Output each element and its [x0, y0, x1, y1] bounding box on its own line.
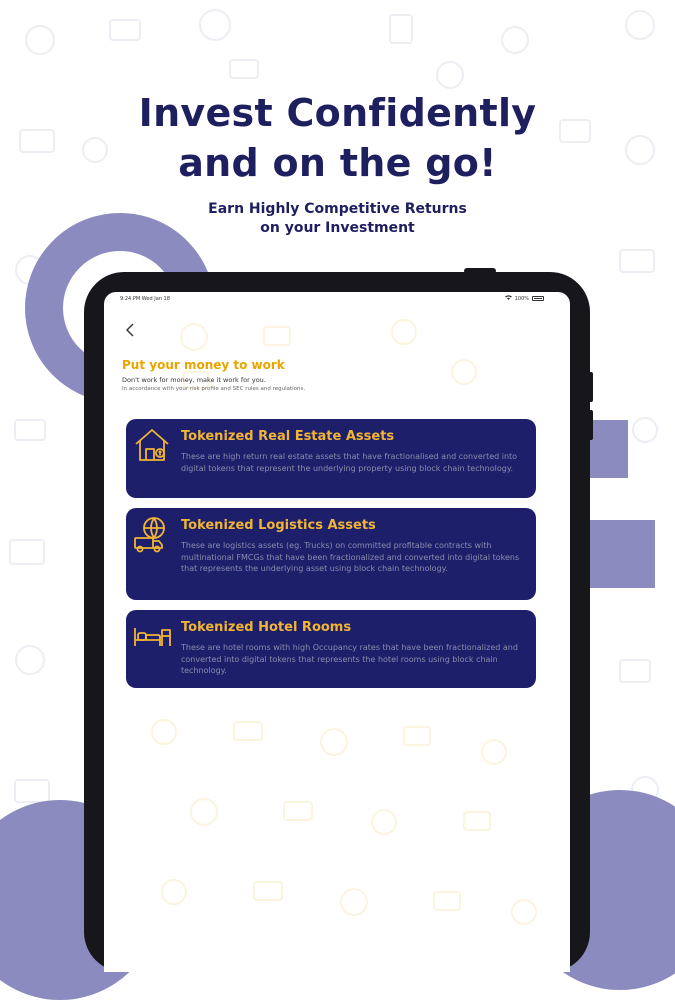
section-subtitle: Don't work for money, make it work for you. — [122, 376, 266, 384]
card-title: Tokenized Real Estate Assets — [181, 429, 395, 444]
house-icon — [132, 425, 172, 465]
chevron-left-icon — [122, 320, 138, 340]
card-description: These are high return real estate assets that have fractionalised and converted into digital tokens that represent the underlying property using block chain technology. — [181, 452, 518, 473]
subheadline — [0, 200, 675, 238]
battery-percent: 100% — [514, 295, 529, 302]
headline — [0, 88, 675, 188]
card-title: Tokenized Hotel Rooms — [181, 620, 352, 635]
card-title: Tokenized Logistics Assets — [181, 518, 376, 533]
card-logistics[interactable] — [126, 508, 536, 600]
headline-line-2: and on the go! — [178, 141, 497, 185]
section-title: Put your money to work — [122, 358, 285, 372]
battery-icon — [532, 296, 544, 301]
status-indicators — [505, 295, 544, 302]
back-button[interactable] — [122, 320, 138, 340]
card-hotel-rooms[interactable] — [126, 610, 536, 688]
status-bar — [104, 294, 570, 304]
truck-globe-icon — [132, 514, 172, 554]
headline-line-1: Invest Confidently — [138, 91, 537, 135]
card-description: These are logistics assets (eg. Trucks) on committed profitable contracts with multinational FMCGs that have been fractionalized and converted into digital tokens that represents the underlying asset using block chain technology. — [181, 541, 520, 573]
hotel-bed-icon — [132, 616, 172, 656]
tablet-frame — [84, 272, 590, 972]
status-time: 9:24 PM Wed Jan 18 — [120, 296, 170, 302]
subheadline-line-1: Earn Highly Competitive Returns — [208, 201, 467, 217]
wifi-icon — [505, 295, 512, 302]
card-real-estate[interactable] — [126, 419, 536, 498]
tablet-screen — [104, 292, 570, 972]
section-note: In accordance with your risk profile and SEC rules and regulations. — [122, 386, 306, 392]
card-description: These are hotel rooms with high Occupancy rates that have been fractionalized and converted into digital tokens that represents the hotel rooms using block chain technology. — [181, 643, 518, 675]
subheadline-line-2: on your Investment — [260, 220, 415, 236]
